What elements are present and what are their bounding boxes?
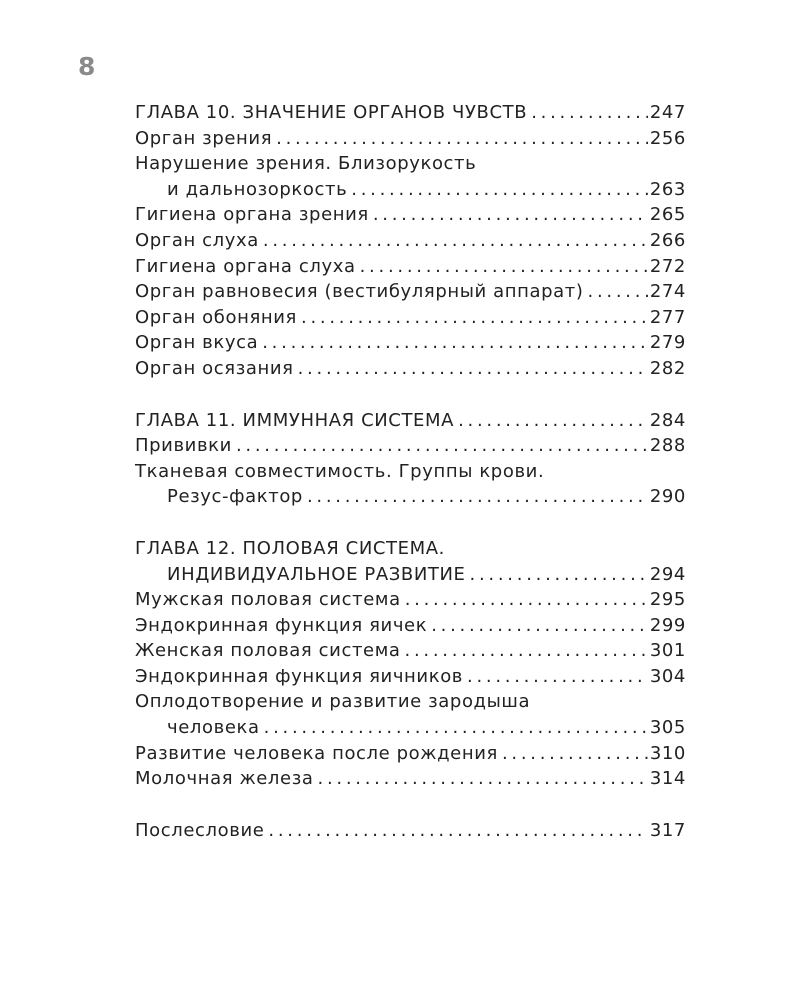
toc-entry-line — [135, 177, 686, 203]
toc-entry-title: Развитие человека после рождения — [135, 742, 498, 764]
toc-entry-line — [135, 408, 686, 434]
toc-entry-title: Молочная железа — [135, 768, 314, 790]
toc-entry-page: 266 — [649, 229, 686, 251]
toc-entry — [135, 228, 686, 254]
toc-entry-line — [135, 741, 686, 767]
dot-leader — [272, 126, 648, 152]
toc-entry-page: 274 — [649, 281, 686, 303]
toc-entry-line — [135, 356, 686, 382]
toc-entry — [135, 587, 686, 613]
toc-entry-page: 310 — [649, 742, 686, 764]
toc-entry-page: 301 — [649, 640, 686, 662]
toc-entry — [135, 741, 686, 767]
toc-entry — [135, 766, 686, 792]
toc-entry-page: 294 — [649, 563, 686, 585]
toc-entry-title: ГЛАВА 10. ЗНАЧЕНИЕ ОРГАНОВ ЧУВСТВ — [135, 102, 528, 123]
toc-entry-page: 265 — [649, 204, 686, 226]
toc-entry-page: 282 — [649, 357, 686, 379]
toc-entry — [135, 330, 686, 356]
toc-entry — [135, 356, 686, 382]
toc-entry-title: Орган слуха — [135, 229, 259, 251]
toc-entry-page: 263 — [649, 178, 686, 200]
toc-entry-line — [135, 126, 686, 152]
dot-leader — [259, 228, 648, 254]
dot-leader — [232, 433, 648, 459]
toc-entry — [135, 459, 686, 510]
toc-entry-page: 256 — [649, 127, 686, 149]
toc-entry-line — [135, 100, 686, 126]
toc-entry-title: Эндокринная функция яичников — [135, 665, 464, 687]
dot-leader — [427, 613, 648, 639]
toc-entry — [135, 100, 686, 126]
table-of-contents — [135, 100, 686, 869]
dot-leader — [356, 254, 648, 280]
toc-entry — [135, 818, 686, 844]
dot-leader — [466, 562, 648, 588]
toc-entry-title: Тканевая совместимость. Группы крови. — [135, 460, 545, 482]
toc-entry-line — [135, 151, 686, 177]
toc-entry-page: 272 — [649, 255, 686, 277]
page-number: 8 — [78, 52, 96, 81]
toc-section — [135, 408, 686, 510]
toc-entry-title: Резус-фактор — [167, 486, 303, 508]
toc-entry-title: ИНДИВИДУАЛЬНОЕ РАЗВИТИЕ — [167, 563, 466, 585]
toc-entry-page: 299 — [649, 614, 686, 636]
toc-entry-title: Орган обоняния — [135, 306, 297, 328]
toc-entry — [135, 254, 686, 280]
toc-entry-line — [135, 766, 686, 792]
toc-entry-page: 290 — [649, 486, 686, 508]
toc-entry-page: 277 — [649, 306, 686, 328]
toc-entry-line — [135, 689, 686, 715]
dot-leader — [401, 587, 648, 613]
dot-leader — [584, 279, 648, 305]
toc-entry-title: Прививки — [135, 435, 232, 457]
dot-leader — [294, 356, 648, 382]
toc-entry-page: 247 — [649, 102, 686, 123]
toc-entry — [135, 202, 686, 228]
toc-entry-title: Орган осязания — [135, 357, 294, 379]
toc-entry-page: 288 — [649, 435, 686, 457]
toc-entry-line — [135, 254, 686, 280]
toc-entry — [135, 536, 686, 587]
toc-entry-title: Орган вкуса — [135, 332, 259, 354]
toc-entry-line — [135, 228, 686, 254]
toc-entry-title: Мужская половая система — [135, 589, 401, 611]
dot-leader — [463, 664, 648, 690]
toc-entry — [135, 613, 686, 639]
dot-leader — [527, 100, 648, 126]
toc-entry — [135, 638, 686, 664]
dot-leader — [347, 177, 648, 203]
toc-entry-title: Послесловие — [135, 819, 265, 841]
dot-leader — [314, 766, 648, 792]
toc-entry-line — [135, 613, 686, 639]
toc-entry — [135, 305, 686, 331]
toc-entry-line — [135, 433, 686, 459]
toc-entry-line — [135, 818, 686, 844]
toc-entry-title: Эндокринная функция яичек — [135, 614, 428, 636]
toc-entry — [135, 151, 686, 202]
toc-entry — [135, 664, 686, 690]
toc-entry-page: 304 — [649, 665, 686, 687]
toc-entry-title: ГЛАВА 12. ПОЛОВАЯ СИСТЕМА. — [135, 537, 445, 559]
toc-entry-line — [135, 638, 686, 664]
toc-entry-page: 305 — [649, 717, 686, 739]
toc-entry — [135, 408, 686, 434]
toc-entry-line — [135, 305, 686, 331]
toc-entry-line — [135, 664, 686, 690]
toc-entry-line — [135, 330, 686, 356]
toc-entry — [135, 433, 686, 459]
dot-leader — [264, 818, 647, 844]
toc-section — [135, 536, 686, 792]
toc-entry-line — [135, 536, 686, 562]
toc-entry-title: и дальнозоркость — [167, 178, 348, 200]
toc-entry-title: Гигиена органа зрения — [135, 204, 369, 226]
toc-entry-line — [135, 202, 686, 228]
dot-leader — [454, 408, 648, 434]
dot-leader — [369, 202, 648, 228]
toc-entry-title: Нарушение зрения. Близорукость — [135, 153, 477, 175]
toc-section — [135, 818, 686, 844]
toc-entry-title: Гигиена органа слуха — [135, 255, 356, 277]
toc-entry-title: человека — [167, 717, 260, 739]
toc-entry-title: Оплодотворение и развитие зародыша — [135, 691, 531, 713]
toc-entry-line — [135, 459, 686, 485]
dot-leader — [297, 305, 648, 331]
toc-entry-page: 284 — [649, 409, 686, 431]
toc-section — [135, 100, 686, 382]
dot-leader — [303, 484, 648, 510]
toc-entry-line — [135, 484, 686, 510]
toc-entry-page: 295 — [649, 589, 686, 611]
toc-entry-title: Женская половая система — [135, 640, 401, 662]
toc-entry — [135, 279, 686, 305]
dot-leader — [258, 330, 648, 356]
toc-entry-title: Орган равновесия (вестибулярный аппарат) — [135, 281, 584, 303]
toc-entry-page: 279 — [649, 332, 686, 354]
dot-leader — [498, 741, 648, 767]
toc-entry-line — [135, 715, 686, 741]
toc-entry-title: ГЛАВА 11. ИММУННАЯ СИСТЕМА — [135, 409, 455, 431]
toc-entry-page: 317 — [649, 819, 686, 841]
toc-entry-line — [135, 587, 686, 613]
toc-entry — [135, 126, 686, 152]
toc-entry — [135, 689, 686, 740]
dot-leader — [401, 638, 648, 664]
toc-entry-page: 314 — [649, 768, 686, 790]
toc-entry-line — [135, 279, 686, 305]
toc-entry-title: Орган зрения — [135, 127, 273, 149]
dot-leader — [260, 715, 648, 741]
toc-entry-line — [135, 562, 686, 588]
